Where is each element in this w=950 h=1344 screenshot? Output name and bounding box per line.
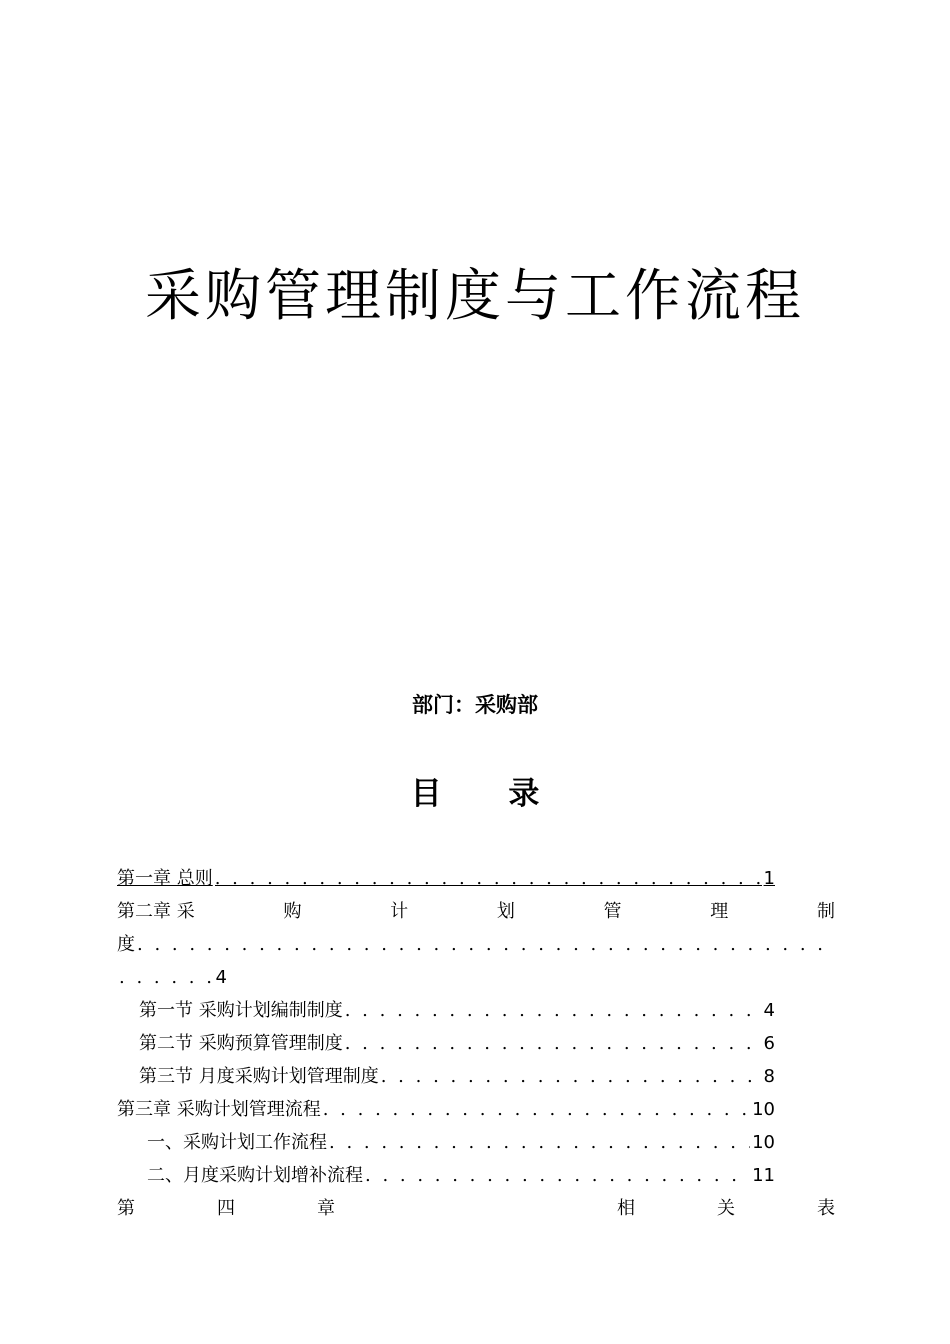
toc-page-number: 10 <box>752 1132 775 1153</box>
toc-word: 第 <box>117 1198 135 1219</box>
toc-word: 购 <box>283 901 302 922</box>
toc-entry-process-2[interactable] <box>147 1159 775 1192</box>
leader-dots <box>345 1027 762 1060</box>
toc-word: 制 <box>816 901 835 922</box>
toc-entry-chapter-1[interactable] <box>117 862 775 895</box>
toc-entry-chapter-3[interactable] <box>117 1093 775 1126</box>
toc-word: 第二章 采 <box>117 901 195 922</box>
leader-dots <box>137 928 833 961</box>
toc-entry-section-3[interactable] <box>139 1060 775 1093</box>
toc-word: 划 <box>496 901 515 922</box>
toc-entry-label: 二、月度采购计划增补流程 <box>147 1165 363 1186</box>
toc-word: 表 <box>817 1198 835 1219</box>
toc-entry-label: 第三章 采购计划管理流程 <box>117 1099 321 1120</box>
toc-page-number: 4 <box>763 1000 775 1021</box>
toc-heading: 目 录 <box>410 776 568 812</box>
toc-word: 管 <box>603 901 622 922</box>
toc-entry-section-2[interactable] <box>139 1027 775 1060</box>
toc-entry-label: 第一节 采购计划编制制度 <box>139 1000 343 1021</box>
toc-entry-label: 第二节 采购预算管理制度 <box>139 1033 343 1054</box>
toc-word: 计 <box>390 901 409 922</box>
toc-entry-label: 度 <box>117 934 135 955</box>
toc-word: 四 <box>217 1198 235 1219</box>
leader-dots <box>323 1093 750 1126</box>
toc-page-number: 1 <box>763 868 775 889</box>
toc-entry-chapter-2[interactable] <box>117 895 835 928</box>
toc-entry-chapter-4[interactable] <box>117 1192 835 1225</box>
toc-entry-label: 第三节 月度采购计划管理制度 <box>139 1066 379 1087</box>
toc-page-number: 8 <box>763 1066 775 1087</box>
toc-word: 章 <box>317 1198 335 1219</box>
leader-dots <box>345 994 762 1027</box>
toc-word: 关 <box>717 1198 735 1219</box>
toc-page-number: 10 <box>752 1099 775 1120</box>
toc-entry-chapter-2-page <box>117 961 227 994</box>
toc-page-number: 6 <box>763 1033 775 1054</box>
document-title: 采购管理制度与工作流程 <box>145 264 805 329</box>
leader-dots <box>215 862 762 895</box>
leader-dots <box>329 1126 750 1159</box>
toc-word: 理 <box>710 901 729 922</box>
toc-word: 相 <box>617 1198 635 1219</box>
leader-dots <box>365 1159 750 1192</box>
toc-entry-label: 一、采购计划工作流程 <box>147 1132 327 1153</box>
leader-dots <box>381 1060 762 1093</box>
toc-entry-label: 第一章 总则 <box>117 868 213 889</box>
leader-dots <box>119 961 214 994</box>
toc-entry-chapter-2-wrap <box>117 928 835 961</box>
toc-page-number: 4 <box>215 967 227 988</box>
toc-entry-process-1[interactable] <box>147 1126 775 1159</box>
department-label: 部门：采购部 <box>412 693 538 717</box>
toc-page-number: 11 <box>752 1165 775 1186</box>
toc-entry-section-1[interactable] <box>139 994 775 1027</box>
